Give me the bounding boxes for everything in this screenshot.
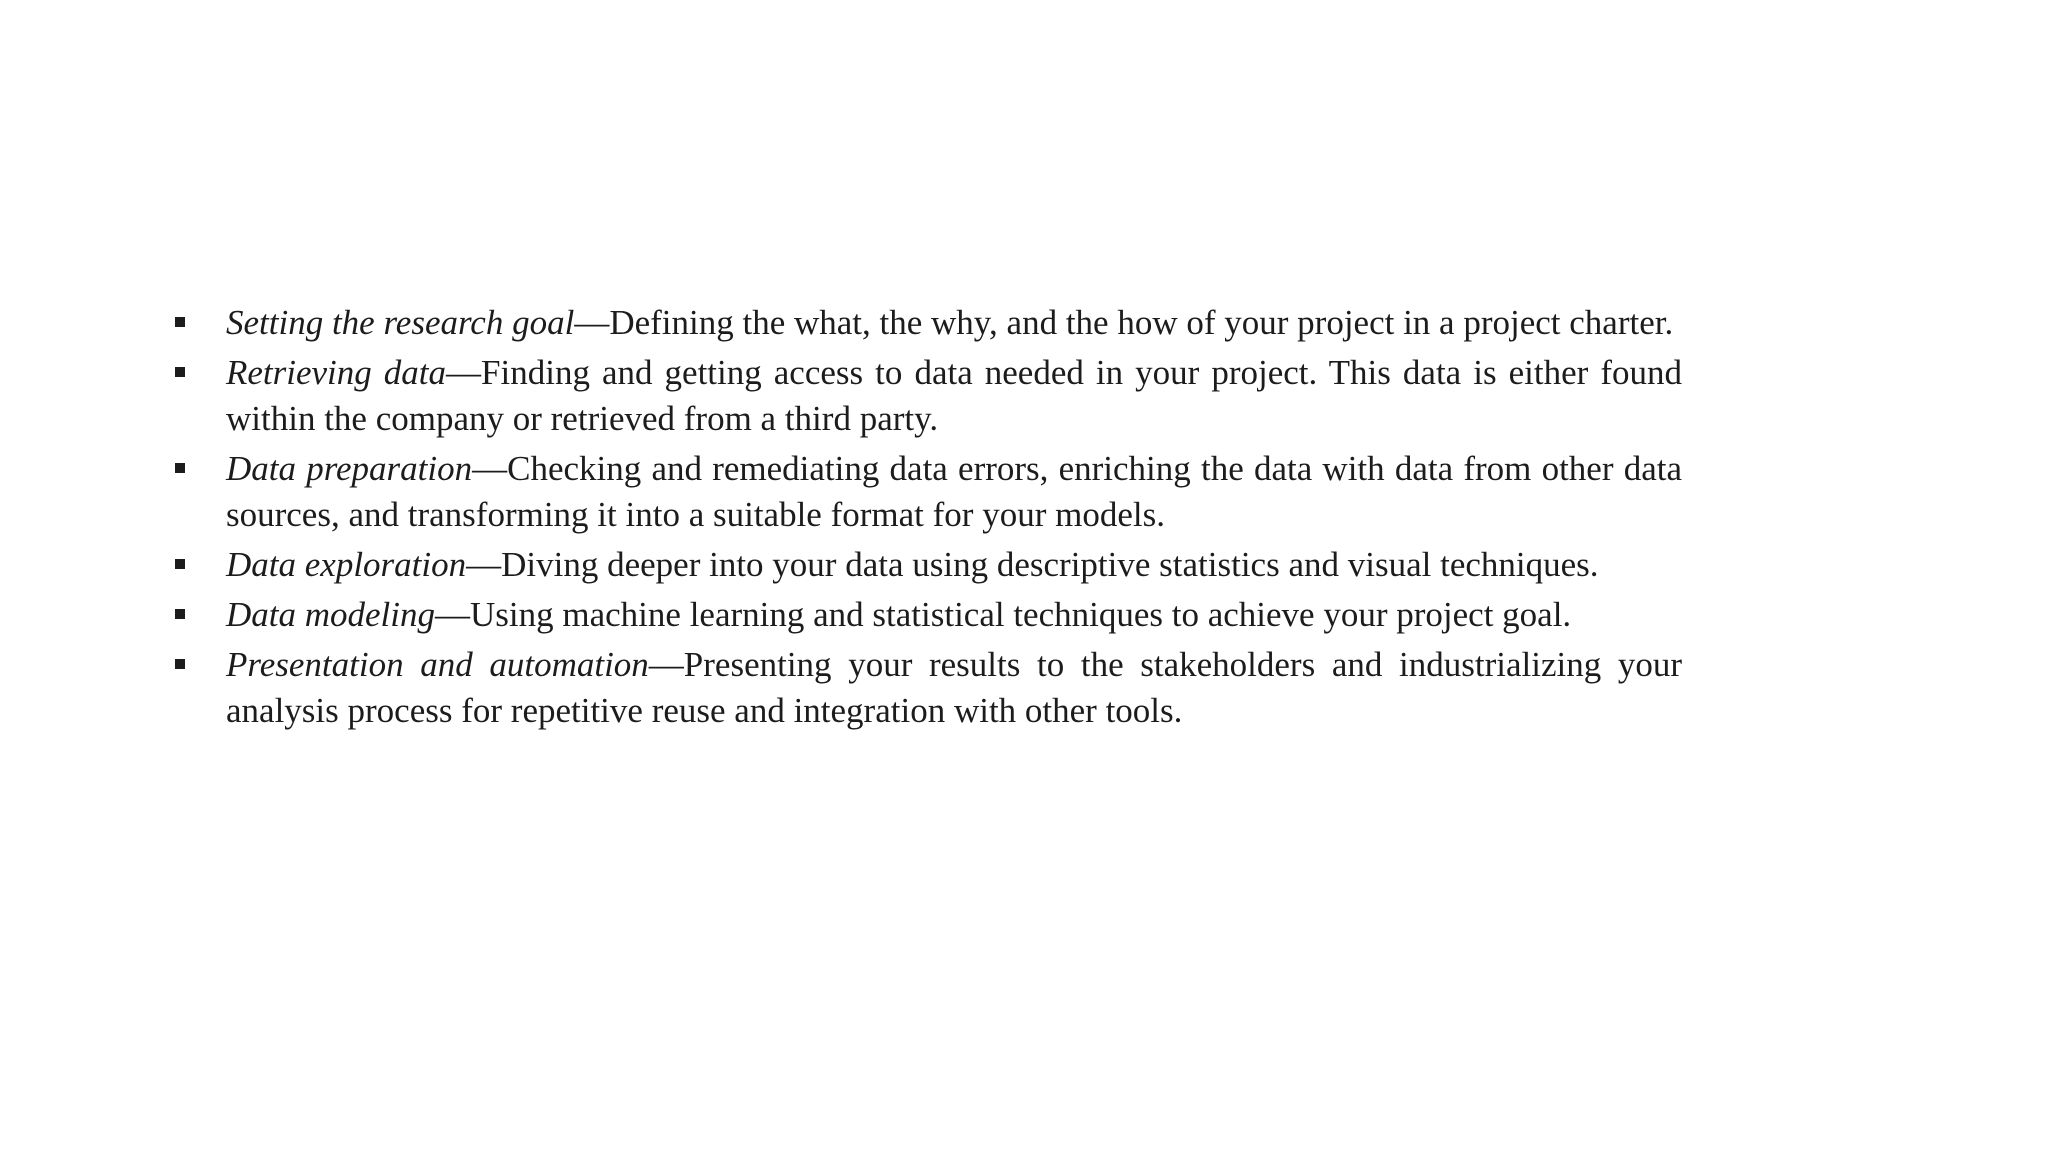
list-item-research-goal	[172, 300, 1682, 346]
list-item-separator: —	[435, 595, 471, 634]
list-item-separator: —	[472, 449, 508, 488]
square-bullet-icon	[175, 367, 185, 377]
square-bullet-icon	[175, 659, 185, 669]
list-item-term: Presentation and automation	[226, 645, 649, 684]
square-bullet-icon	[175, 559, 185, 569]
list-item-text: Checking and remediating data errors, enriching the data with data from other data sources, and transforming it into a suitable format for your models.	[226, 449, 1682, 534]
list-item-text: Diving deeper into your data using descriptive statistics and visual techniques.	[501, 545, 1599, 584]
square-bullet-icon	[175, 609, 185, 619]
list-item-text: Finding and getting access to data needed in your project. This data is either found within the company or retrieved from a third party.	[226, 353, 1682, 438]
list-item-data-exploration	[172, 542, 1682, 588]
list-item-text: Presenting your results to the stakeholders and industrializing your analysis process for repetitive reuse and integration with other tools.	[226, 645, 1683, 730]
list-item-separator: —	[574, 303, 610, 342]
list-item-retrieving-data	[172, 350, 1682, 442]
square-bullet-icon	[175, 463, 185, 473]
list-item-data-modeling	[172, 592, 1682, 638]
list-item-separator: —	[446, 353, 482, 392]
process-steps-list	[172, 300, 1682, 738]
list-item-presentation-automation	[172, 642, 1682, 734]
list-item-term: Retrieving data	[226, 353, 447, 392]
list-item-term: Data modeling	[226, 595, 436, 634]
list-item-separator: —	[648, 645, 684, 684]
list-item-separator: —	[466, 545, 502, 584]
list-item-term: Data preparation	[226, 449, 473, 488]
list-item-text: Using machine learning and statistical techniques to achieve your project goal.	[470, 595, 1572, 634]
list-item-text: Defining the what, the why, and the how of your project in a project charter.	[609, 303, 1674, 342]
list-item-term: Setting the research goal	[226, 303, 575, 342]
list-item-term: Data exploration	[226, 545, 467, 584]
list-item-data-preparation	[172, 446, 1682, 538]
square-bullet-icon	[175, 317, 185, 327]
